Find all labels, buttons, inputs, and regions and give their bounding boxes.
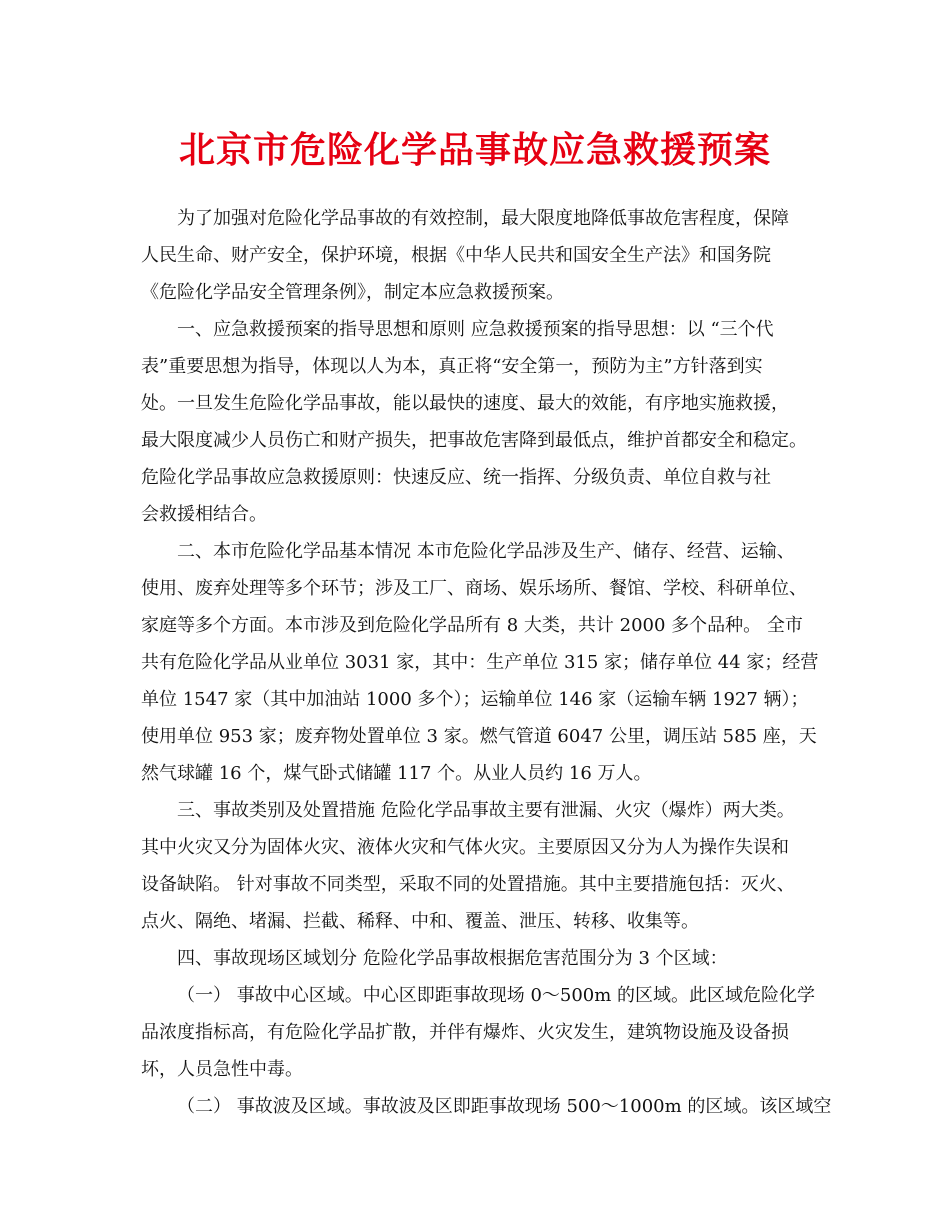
- text-line: 品浓度指标高，有危险化学品扩散，并伴有爆炸、火灾发生，建筑物设施及设备损: [141, 1022, 789, 1043]
- text-line: 其中火灾又分为固体火灾、液体火灾和气体火灾。主要原因又分为人为操作失误和: [141, 837, 789, 858]
- text-line: 使用、废弃处理等多个环节；涉及工厂、商场、娱乐场所、餐馆、学校、科研单位、: [141, 578, 807, 599]
- text-line: 二、本市危险化学品基本情况 本市危险化学品涉及生产、储存、经营、运输、: [177, 541, 795, 562]
- text-line: 处。一旦发生危险化学品事故，能以最快的速度、最大的效能，有序地实施救援，: [141, 393, 789, 414]
- text-line: 《危险化学品安全管理条例》，制定本应急救援预案。: [141, 282, 564, 303]
- text-line: 坏，人员急性中毒。: [141, 1059, 303, 1080]
- text-line: 家庭等多个方面。本市涉及到危险化学品所有 8 大类，共计 2000 多个品种。 全市: [141, 615, 803, 636]
- text-line: 共有危险化学品从业单位 3031 家，其中：生产单位 315 家；储存单位 44 家；经营: [141, 652, 819, 673]
- text-line: 点火、隔绝、堵漏、拦截、稀释、中和、覆盖、泄压、转移、收集等。: [141, 911, 699, 932]
- text-line: 危险化学品事故应急救援原则：快速反应、统一指挥、分级负责、单位自救与社: [141, 467, 771, 488]
- text-line: 一、应急救援预案的指导思想和原则 应急救援预案的指导思想：以 “三个代: [177, 319, 774, 340]
- document-title: 北京市危险化学品事故应急救援预案: [178, 129, 771, 171]
- text-line: 使用单位 953 家；废弃物处置单位 3 家。燃气管道 6047 公里，调压站 585 座，天: [141, 726, 817, 747]
- text-line: 为了加强对危险化学品事故的有效控制，最大限度地降低事故危害程度，保障: [177, 208, 789, 229]
- text-line: 最大限度减少人员伤亡和财产损失，把事故危害降到最低点，维护首都安全和稳定。: [141, 430, 807, 451]
- text-line: 设备缺陷。 针对事故不同类型，采取不同的处置措施。其中主要措施包括：灭火、: [141, 874, 795, 895]
- text-line: 三、事故类别及处置措施 危险化学品事故主要有泄漏、火灾（爆炸）两大类。: [177, 800, 795, 821]
- text-line: （一） 事故中心区域。中心区即距事故现场 0～500m 的区域。此区域危险化学: [177, 985, 816, 1006]
- text-line: 会救援相结合。: [141, 504, 267, 525]
- text-line: 然气球罐 16 个，煤气卧式储罐 117 个。从业人员约 16 万人。: [141, 763, 652, 784]
- text-line: （二） 事故波及区域。事故波及区即距事故现场 500～1000m 的区域。该区域空: [177, 1096, 832, 1117]
- text-line: 人民生命、财产安全，保护环境，根据《中华人民共和国安全生产法》和国务院: [141, 245, 771, 266]
- text-line: 单位 1547 家（其中加油站 1000 多个）；运输单位 146 家（运输车辆 1927 辆）；: [141, 689, 809, 710]
- text-line: 四、事故现场区域划分 危险化学品事故根据危害范围分为 3 个区域：: [177, 948, 728, 969]
- text-line: 表”重要思想为指导，体现以人为本，真正将“安全第一，预防为主”方针落到实: [141, 356, 763, 377]
